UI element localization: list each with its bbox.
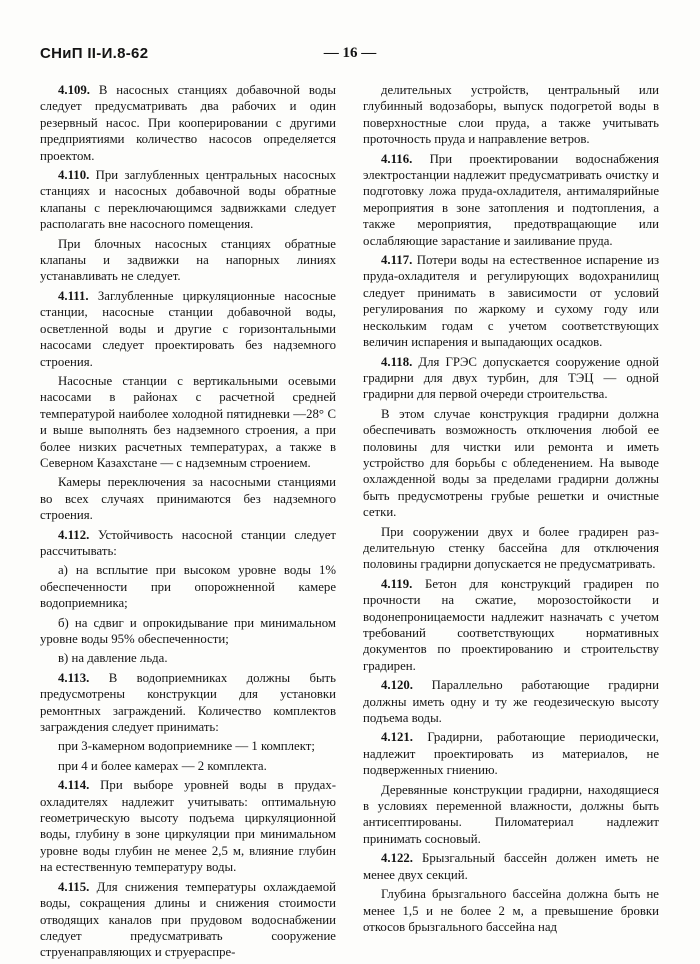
paragraph-text: Заглубленные циркуляционные насосные станции, насосные станции добавочной воды, осветленной воды и другие с горизонтальными насосами следует проектировать без надземного строения. (40, 288, 336, 369)
paragraph-text: делительных устройств, центральный или глубинный водозаборы, выпуск подогретой воды в поверхностные слои пруда, а также учитывать проточность пруда и направление ветров. (363, 83, 659, 147)
paragraph-text: В водоприемниках должны быть предусмотрены конструкции для установки ремонтных заграждений. Количество комплектов заграждения следует принимать: (40, 670, 336, 735)
paragraph-text: При заглубленных центральных насосных станциях и насосных добавочной воды обратные клапаны с переключающимся задвижками следует располагать вне насосного помещения. (40, 168, 336, 232)
paragraph (40, 562, 336, 611)
page-header (40, 45, 660, 65)
clause-number: 4.111. (58, 288, 89, 303)
paragraph (40, 777, 336, 875)
paragraph-text: Насосные станции с вертикальными осевыми насосами в районах с расчетной средней температурой наиболее холодной пятидневки —28° С и выше выполнять без надземного строения, а при более низких расчетных температурах, а также в Северном Казахстане — с надземным строением. (40, 373, 336, 470)
paragraph-text: б) на сдвиг и опрокидывание при минимальном уровне воды 95% обеспеченности; (40, 615, 336, 646)
paragraph (363, 729, 659, 778)
paragraph (363, 782, 659, 848)
paragraph (363, 886, 659, 935)
clause-number: 4.109. (58, 83, 90, 97)
clause-number: 4.116. (381, 151, 413, 166)
paragraph-text: При выборе уровней воды в прудах-охладителях надлежит учитывать: оптимальную геометрическую высоту подъема циркуляционной воды, глубину в зоне циркуляции при минимальном уровне воды глубин не менее 2,5 м, влияние глубин на естественную температуру воды. (40, 778, 336, 875)
clause-number: 4.112. (58, 527, 90, 542)
right-column (363, 82, 659, 938)
clause-number: 4.118. (381, 354, 413, 369)
clause-number: 4.117. (381, 253, 413, 268)
paragraph-text: Потери воды на естественное испарение из пруда-охладителя и регулирующих водохранилищ следует принимать в зависимости от условий регулирования по жаркому и сухому году или нескольким годам с учетом соответствующих величин испарения и выпадающих осадков. (363, 253, 659, 350)
clause-number: 4.115. (58, 879, 90, 894)
paragraph-text: Бетон для конструкций градирен по прочности на сжатие, морозостойкости и водонепроницаемости надлежит назначать с учетом требований соответствующих нормативных документов по проектированию и строительству градирен. (363, 576, 659, 673)
paragraph (40, 615, 336, 648)
clause-number: 4.119. (381, 576, 413, 591)
paragraph (363, 524, 659, 573)
paragraph (363, 850, 659, 883)
paragraph (40, 879, 336, 961)
paragraph (363, 354, 659, 403)
paragraph (40, 758, 336, 774)
paragraph-text: При блочных насосных станциях обратные клапаны и задвижки на напорных линиях устанавливать не следует. (40, 236, 336, 284)
paragraph (363, 576, 659, 674)
paragraph (40, 236, 336, 285)
paragraph-text: В этом случае конструкция градирни должна обеспечивать возможность отключения любой ее половины для чистки или ремонта и иметь устройство для борьбы с обледенением. На выводе охлажденной воды за пределами градирни должны быть предусмотрены грубые решетки и очистные сетки. (363, 406, 659, 520)
clause-number: 4.120. (381, 678, 413, 693)
clause-number: 4.121. (381, 730, 413, 745)
paragraph (40, 527, 336, 560)
paragraph-text: Глубина брызгального бассейна должна быть не менее 1,5 и не более 2 м, а превышение бровки откосов брызгального бассейна над (363, 887, 659, 934)
paragraph-text: Для снижения температуры охлаждаемой воды, сокращения длины и снижения стоимости отводящих каналов при прудовом водоснабжении следует предусматривать сооружение струенаправляющих и струераспре- (40, 879, 336, 960)
paragraph (40, 373, 336, 471)
paragraph-text: Параллельно работающие градирни должны иметь одну и ту же геодезическую высоту подъема воды. (363, 678, 659, 726)
paragraph-text: а) на всплытие при высоком уровне воды 1% обеспеченности при опорожненной камере водоприемника; (40, 563, 336, 611)
paragraph (363, 677, 659, 726)
paragraph (40, 650, 336, 666)
paragraph-text: при 3-камерном водоприемнике — 1 комплект; (58, 739, 315, 754)
paragraph-text: В насосных станциях добавочной воды следует предусматривать два рабочих и один резервный насос. При кооперировании с другими предприятиями количество насосов определяется проектом. (40, 83, 336, 163)
paragraph-text: Для ГРЭС допускается сооружение одной градирни для двух турбин, для ТЭЦ — одной градирни для первой очереди строительства. (363, 354, 659, 402)
paragraph (40, 474, 336, 523)
paragraph-text: при 4 и более камерах — 2 комплекта. (58, 758, 267, 773)
paragraph-text: Градирни, работающие периодически, надлежит проектировать из материалов, не подверженных гниению. (363, 730, 659, 778)
paragraph-text: При проектировании водоснабжения электростанции надлежит предусматривать очистку и подготовку ложа пруда-охладителя, антималярийные мероприятия в зоне затопления и подтопления, а также мероприятия, предотвращающие или ослабляющие зарастание и заиливание пруда. (363, 151, 659, 248)
paragraph (40, 82, 336, 164)
paragraph-text: Брызгальный бассейн должен иметь не менее двух секций. (363, 851, 659, 882)
page-number: — 16 — (323, 45, 377, 61)
clause-number: 4.113. (58, 670, 90, 685)
paragraph-text: Камеры переключения за насосными станциями во всех случаях принимаются без надземного строения. (40, 475, 336, 523)
paragraph-text: в) на давление льда. (58, 651, 168, 666)
paragraph (363, 406, 659, 521)
document-code: СНиП II-И.8-62 (40, 45, 149, 62)
clause-number: 4.114. (58, 778, 90, 793)
paragraph (40, 288, 336, 370)
paragraph-text: Деревянные конструкции градирни, находящиеся в условиях переменной влажности, должны быть антисептированы. Пиломатериал надлежит принимать сосновый. (363, 782, 659, 846)
clause-number: 4.110. (58, 168, 90, 183)
clause-number: 4.122. (381, 851, 413, 866)
left-column (40, 82, 336, 964)
paragraph (40, 670, 336, 736)
paragraph-text: Устойчивость насосной станции следует рассчитывать: (40, 527, 336, 558)
paragraph (363, 151, 659, 249)
paragraph (363, 252, 659, 350)
paragraph-text: При сооружении двух и более градирен раз-делительную стенку бассейна для отключения половины градирни допускается не предусматривать. (363, 524, 659, 572)
paragraph (363, 82, 659, 148)
paragraph (40, 167, 336, 233)
paragraph (40, 738, 336, 754)
